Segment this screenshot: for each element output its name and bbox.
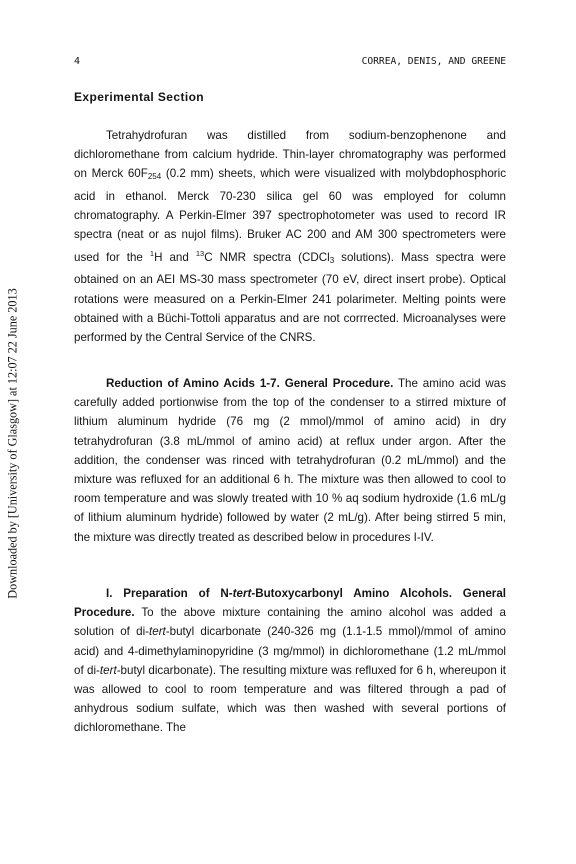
p2-text: The amino acid was carefully added portionwise from the top of the condenser to a stirred mixture of lithium aluminum hydride (76 mg (2 mmol)/mmol of amino acid) in dry tetrahydrofuran (3.8 mL/mmol of amino acid) at reflux under argon. After the addition, the condenser was rinced with tetrahydrofuran (0.2 mL/mmol) and the mixture was refluxed for an additional 6 h. The mixture was then allowed to cool to room temperature and was slowly treated with 10 % aq sodium hydroxide (1.6 mL/g of lithium aluminum hydride) followed by water (2 mL/g). After being stirred 5 min, the mixture was directly treated as described below in procedures I-IV. [74,377,506,544]
p3-heading-tert: tert [232,587,252,600]
p1-subscript-3: 3 [329,256,335,266]
p3-text-1: To the above mixture containing the amino alcohol was added a solution of di- [74,606,506,639]
page-header [74,56,506,72]
p1-text-1: Tetrahydrofuran was distilled from sodium-benzophenone and dichloromethane from calcium hydride. Thin-layer chromatography was performed on Merck 60F [74,129,506,181]
p3-text-2: -butyl dicarbonate (240-326 mg (1.1-1.5 mmol)/mmol of amino acid) and 4-dimethylaminopyridine (3 mg/mmol) in dichloromethane (1.2 mL/mmol of di- [74,625,506,677]
page-number: 4 [74,56,81,67]
p3-heading-b: -Butoxycarbonyl Amino Alcohols. General Procedure. [74,587,506,620]
p2-heading: Reduction of Amino Acids 1-7. General Procedure. [106,377,394,390]
p1-text-5: solutions). Mass spectra were obtained on an AEI MS-30 mass spectrometer (70 eV, direct insert probe). Optical rotations were measured on a Perkin-Elmer 241 polarimeter. Melting points were obtained with a Büchi-Tottoli apparatus and are not corrrected. Microanalyses were performed by the Central Service of the CNRS. [74,251,506,345]
download-watermark-text: Downloaded by [University of Glasgow] at 12:07 22 June 2013 [5,287,20,599]
p1-superscript-1: 1 [149,249,155,259]
p1-text-2: (0.2 mm) sheets, which were visualized with molybdophosphoric acid in ethanol. Merck 70-230 silica gel 60 was employed for column chromatography. A Perkin-Elmer 397 spectrophotometer was used to record IR spectra (neat or as nujol films). Bruker AC 200 and AM 300 spectrometers were used for the [74,167,506,265]
p1-text-4: C NMR spectra (CDCl [204,251,330,265]
p1-subscript-254: 254 [147,172,162,182]
section-title: Experimental Section [74,90,205,104]
paragraph-reduction-procedure [74,374,506,547]
p3-heading-a: I. Preparation of N- [106,587,233,600]
p3-tert-2: tert [99,663,117,677]
download-watermark [2,263,24,623]
p1-superscript-13: 13 [195,249,205,259]
p1-text-3: H and [154,251,196,265]
paragraph-general-methods [74,126,506,347]
paragraph-boc-procedure [74,584,506,738]
p3-tert-1: tert [149,625,166,639]
p3-text-3: -butyl dicarbonate). The resulting mixture was refluxed for 6 h, whereupon it was allowed to cool to room temperature and was filtered through a pad of anhydrous sodium sulfate, which was then washed with several portions of dichloromethane. The [74,663,506,735]
running-head: CORREA, DENIS, AND GREENE [361,56,506,67]
